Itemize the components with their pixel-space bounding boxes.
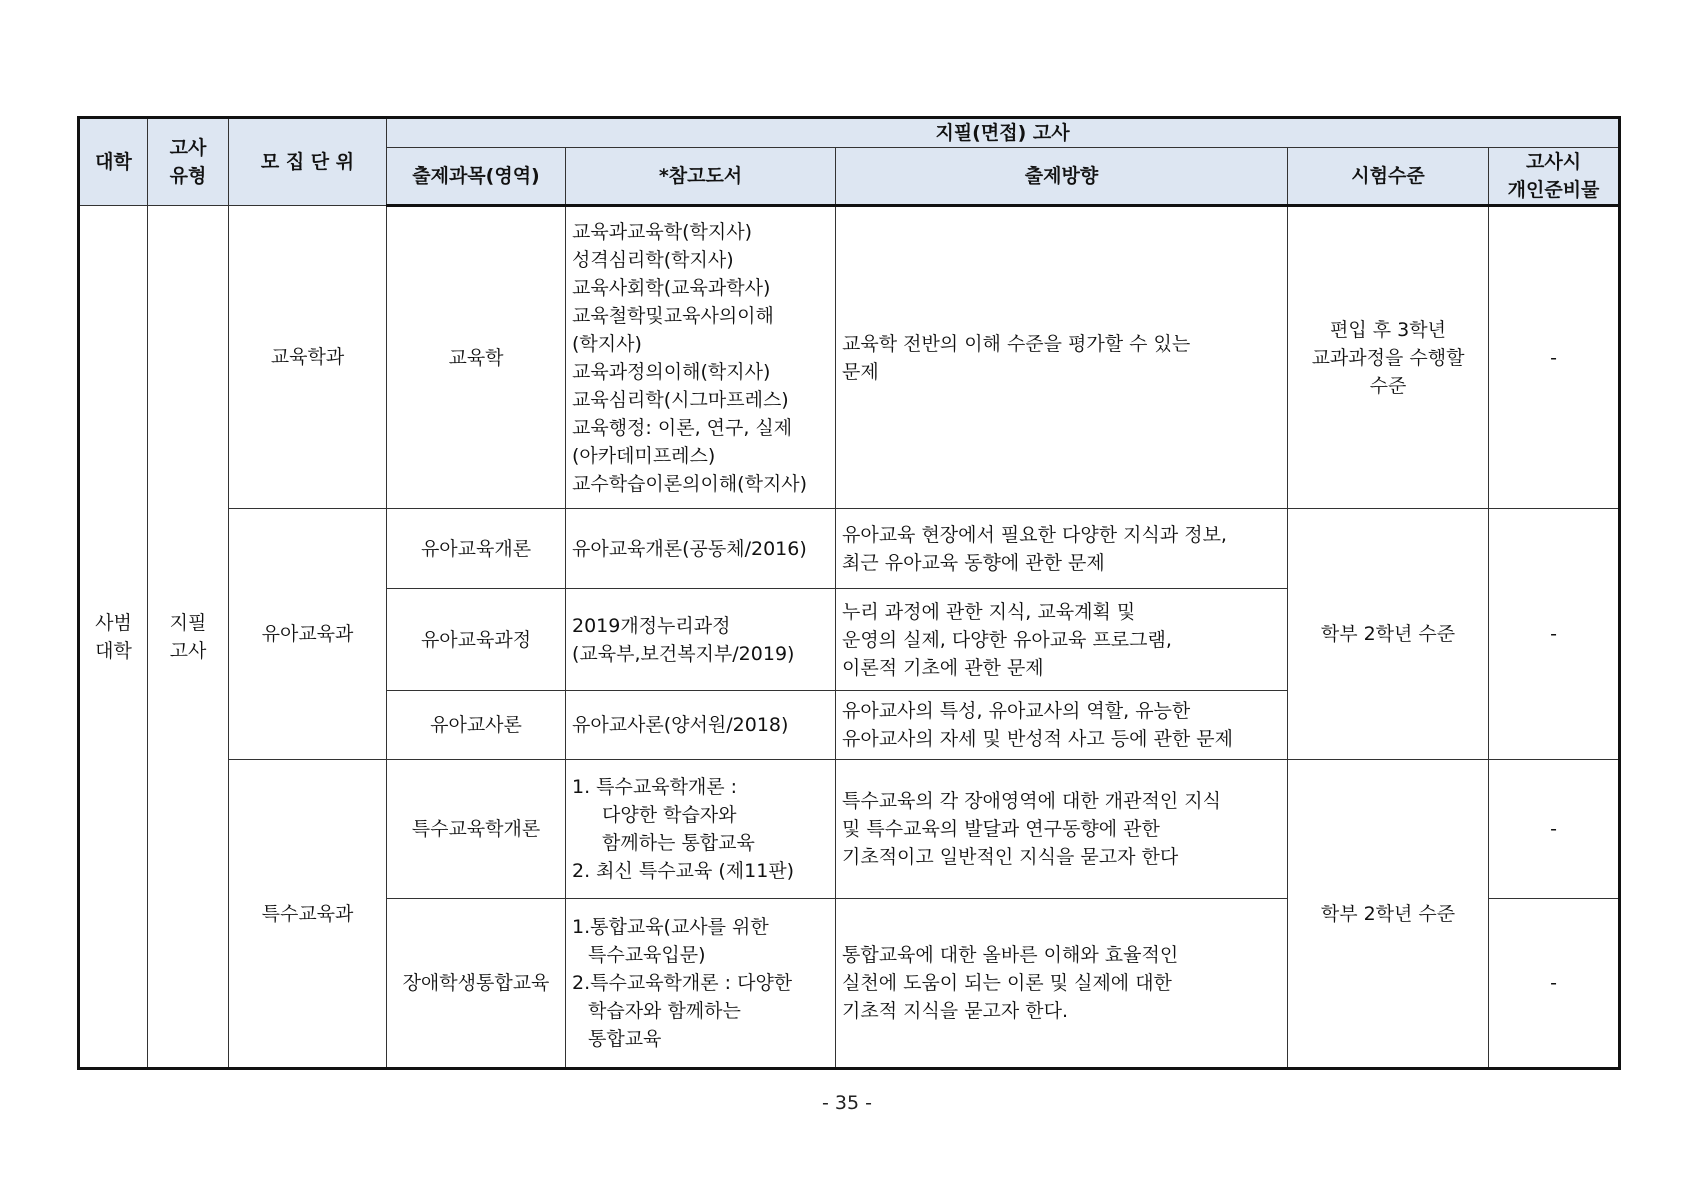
level-line: 편입 후 3학년 xyxy=(1330,318,1446,341)
reference-line: 교육행정: 이론, 연구, 실제 xyxy=(572,416,793,439)
reference-line: 2019개정누리과정 xyxy=(572,614,731,637)
level-line: 수준 xyxy=(1369,374,1407,397)
direction-line: 최근 유아교육 동향에 관한 문제 xyxy=(842,551,1105,574)
reference-line: 교육과교육학(학지사) xyxy=(572,220,753,243)
level-cell: 학부 2학년 수준 xyxy=(1288,509,1489,760)
table-row xyxy=(79,206,1620,509)
subject-cell: 특수교육학개론 xyxy=(387,760,566,899)
college-cell: 사범 대학 xyxy=(79,206,148,1069)
reference-line: 교육심리학(시그마프레스) xyxy=(572,388,789,411)
header-materials: 고사시 개인준비물 xyxy=(1489,148,1620,206)
reference-cell xyxy=(566,691,836,760)
direction-line: 기초적 지식을 묻고자 한다. xyxy=(842,1000,1069,1022)
materials-cell: - xyxy=(1489,899,1620,1069)
reference-line: 특수교육입문) xyxy=(588,944,706,966)
reference-line: 다양한 학습자와 xyxy=(602,804,737,826)
reference-line: (교육부,보건복지부/2019) xyxy=(572,642,795,665)
subject-cell: 유아교육개론 xyxy=(387,509,566,589)
exam-table xyxy=(77,116,1621,1070)
unit-cell: 유아교육과 xyxy=(229,509,387,760)
level-cell xyxy=(1288,206,1489,509)
direction-line: 유아교육 현장에서 필요한 다양한 지식과 정보, xyxy=(842,523,1227,546)
page-number: - 35 - xyxy=(822,1092,872,1114)
reference-cell xyxy=(566,589,836,691)
reference-line: 통합교육 xyxy=(588,1028,662,1050)
direction-line: 이론적 기초에 관한 문제 xyxy=(842,656,1044,679)
direction-line: 특수교육의 각 장애영역에 대한 개관적인 지식 xyxy=(842,790,1221,812)
direction-line: 유아교사의 자세 및 반성적 사고 등에 관한 문제 xyxy=(842,728,1234,750)
reference-line: (학지사) xyxy=(572,332,642,355)
direction-cell xyxy=(836,691,1288,760)
reference-cell xyxy=(566,509,836,589)
reference-line: 유아교육개론(공동체/2016) xyxy=(572,537,807,560)
direction-line: 문제 xyxy=(842,360,879,383)
header-university: 대학 xyxy=(79,118,148,206)
reference-cell xyxy=(566,760,836,899)
level-cell: 학부 2학년 수준 xyxy=(1288,760,1489,1069)
reference-line: 교육과정의이해(학지사) xyxy=(572,360,771,383)
direction-line: 및 특수교육의 발달과 연구동향에 관한 xyxy=(842,818,1160,840)
reference-line: 유아교사론(양서원/2018) xyxy=(572,714,789,736)
subject-cell: 장애학생통합교육 xyxy=(387,899,566,1069)
direction-cell xyxy=(836,509,1288,589)
reference-line: 교육사회학(교육과학사) xyxy=(572,276,771,299)
header-exam-type: 고사 유형 xyxy=(148,118,229,206)
materials-cell: - xyxy=(1489,509,1620,760)
direction-line: 유아교사의 특성, 유아교사의 역할, 유능한 xyxy=(842,700,1191,722)
reference-line: 1.통합교육(교사를 위한 xyxy=(572,916,769,938)
direction-cell xyxy=(836,589,1288,691)
reference-line: 2. 최신 특수교육 (제11판) xyxy=(572,860,795,882)
reference-line: 교육철학및교육사의이해 xyxy=(572,304,774,327)
reference-line: 2.특수교육학개론 : 다양한 xyxy=(572,972,793,994)
reference-line: 교수학습이론의이해(학지사) xyxy=(572,472,808,495)
table-row xyxy=(79,509,1620,589)
reference-cell xyxy=(566,899,836,1069)
reference-line: 학습자와 함께하는 xyxy=(588,1000,741,1022)
subject-cell: 유아교사론 xyxy=(387,691,566,760)
header-direction: 출제방향 xyxy=(836,148,1288,206)
direction-line: 실천에 도움이 되는 이론 및 실제에 대한 xyxy=(842,972,1172,994)
header-level: 시험수준 xyxy=(1288,148,1489,206)
direction-line: 운영의 실제, 다양한 유아교육 프로그램, xyxy=(842,628,1172,651)
subject-cell: 교육학 xyxy=(387,206,566,509)
level-line: 교과과정을 수행할 xyxy=(1311,346,1465,369)
materials-cell: - xyxy=(1489,206,1620,509)
reference-cell xyxy=(566,206,836,509)
direction-line: 기초적이고 일반적인 지식을 묻고자 한다 xyxy=(842,846,1179,868)
reference-line: (아카데미프레스) xyxy=(572,444,716,467)
reference-line: 성격심리학(학지사) xyxy=(572,248,734,271)
header-recruit-unit: 모 집 단 위 xyxy=(229,118,387,206)
direction-cell xyxy=(836,206,1288,509)
materials-cell: - xyxy=(1489,760,1620,899)
header-group: 지필(면접) 고사 xyxy=(387,118,1620,148)
unit-cell: 특수교육과 xyxy=(229,760,387,1069)
subject-cell: 유아교육과정 xyxy=(387,589,566,691)
unit-cell: 교육학과 xyxy=(229,206,387,509)
exam-kind-cell: 지필 고사 xyxy=(148,206,229,1069)
direction-line: 누리 과정에 관한 지식, 교육계획 및 xyxy=(842,600,1136,623)
header-reference: *참고도서 xyxy=(566,148,836,206)
direction-cell xyxy=(836,899,1288,1069)
reference-line: 함께하는 통합교육 xyxy=(602,832,755,854)
direction-line: 교육학 전반의 이해 수준을 평가할 수 있는 xyxy=(842,332,1191,355)
table-row xyxy=(79,760,1620,899)
direction-line: 통합교육에 대한 올바른 이해와 효율적인 xyxy=(842,944,1179,966)
reference-line: 1. 특수교육학개론 : xyxy=(572,776,738,798)
direction-cell xyxy=(836,760,1288,899)
header-subject: 출제과목(영역) xyxy=(387,148,566,206)
